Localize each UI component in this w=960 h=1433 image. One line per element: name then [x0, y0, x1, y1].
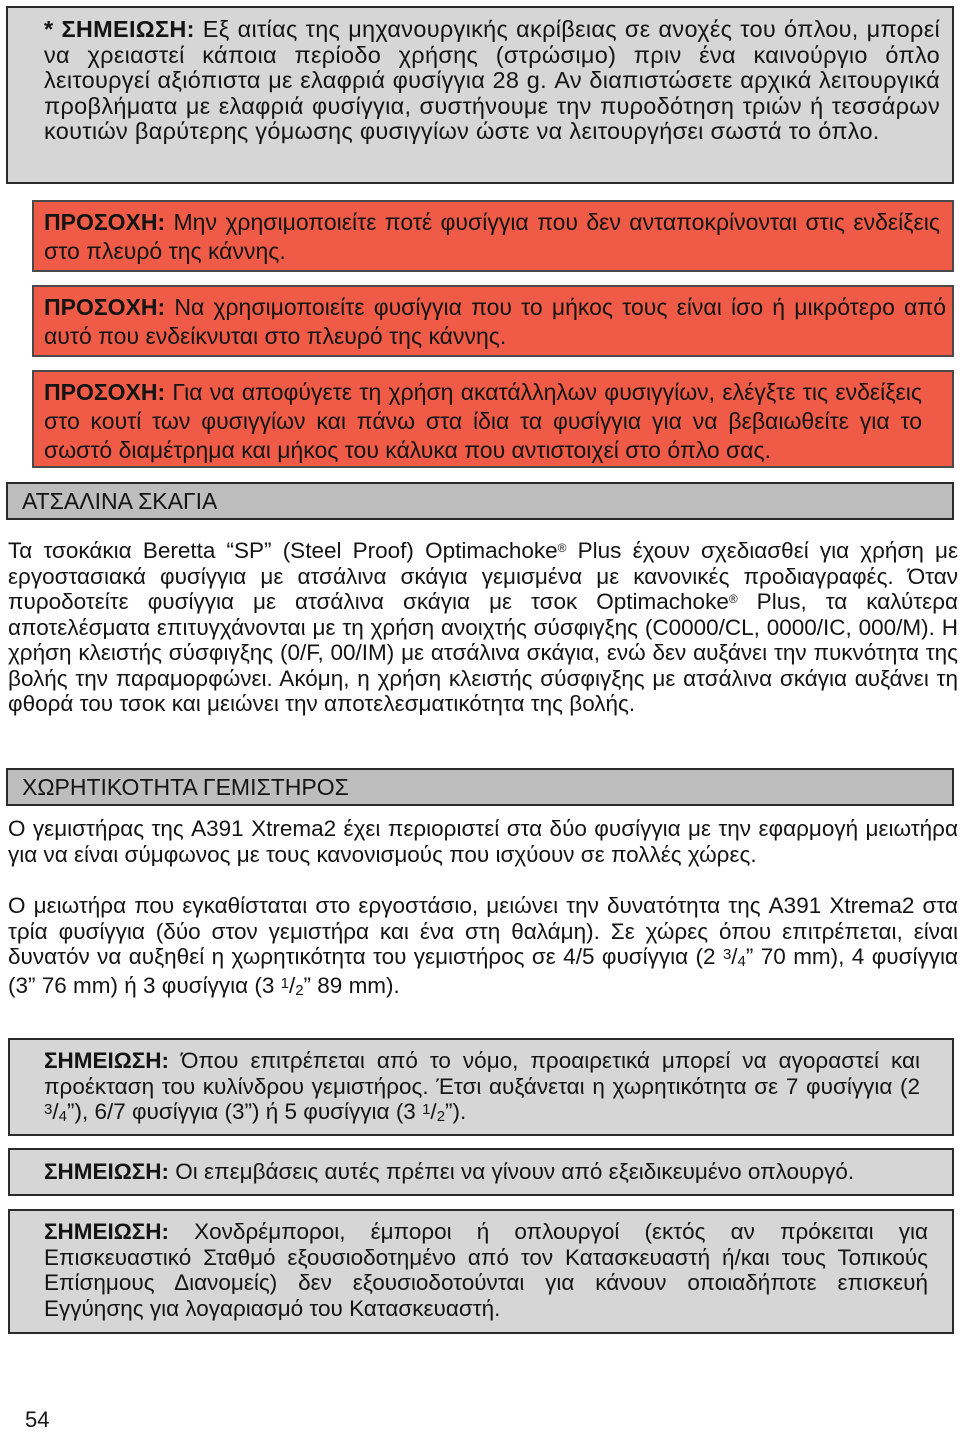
note-label: ΣΗΜΕΙΩΣΗ: [44, 1159, 170, 1184]
section-heading-steel-shot: ΑΤΣΑΛΙΝΑ ΣΚΑΓΙΑ [6, 482, 954, 520]
note-box-3 [8, 1209, 954, 1334]
registered-mark: ® [557, 541, 567, 555]
warning-box-2 [32, 285, 954, 357]
note-box-2 [8, 1148, 954, 1196]
warning-text: ΠΡΟΣΟΧΗ: Μην χρησιμοποιείτε ποτέ φυσίγγια που δεν ανταποκρίνονται στις ενδείξεις στο πλευρό της κάννης. [44, 209, 940, 264]
registered-mark: ® [728, 592, 738, 606]
warning-label: ΠΡΟΣΟΧΗ: [44, 209, 166, 235]
warning-text: ΠΡΟΣΟΧΗ: Για να αποφύγετε τη χρήση ακατάλληλων φυσιγγίων, ελέγξτε τις ενδείξεις στο κουτί των φυσιγγίων και πάνω στα ίδια τα φυσίγγια για να βεβαιωθείτε για το σωστό διαμέτρημα και μήκος του κάλυκα που αντιστοιχεί στο όπλο σας. [44, 379, 922, 463]
note-text: ΣΗΜΕΙΩΣΗ: Χονδρέμποροι, έμποροι ή οπλουργοί (εκτός αν πρόκειται για Επισκευαστικό Σταθμό εξουσιοδοτημένο από τον Κατασκευαστή ή/και τους Τοπικούς Επίσημους Διανομείς) δεν εξουσιοδοτούνται για κάνουν οποιαδήποτε επισκευή Εγγύησης για λογαριασμό του Κατασκευαστή. [44, 1219, 928, 1321]
note-text: ΣΗΜΕΙΩΣΗ: Όπου επιτρέπεται από το νόμο, προαιρετικά μπορεί να αγοραστεί και προέκταση του κυλίνδρου γεμιστήρος. Έτσι αυξάνεται η χωρητικότητα σε 7 φυσίγγια (2 $^3$/4”), 6/7 φυσίγγια (3”) ή 5 φυσίγγια (3 $^1$/2”). [44, 1048, 920, 1125]
note-label: ΣΗΜΕΙΩΣΗ: [44, 1219, 170, 1244]
section-heading-magazine-capacity: ΧΩΡΗΤΙΚΟΤΗΤΑ ΓΕΜΙΣΤΗΡΟΣ [6, 768, 954, 806]
warning-label: ΠΡΟΣΟΧΗ: [44, 379, 166, 405]
magazine-paragraph-2: Ο μειωτήρα που εγκαθίσταται στο εργοστάσιο, μειώνει την δυνατότητα της A391 Xtrema2 στα τρία φυσίγγια (δύο στον γεμιστήρα και ένα στη θαλάμη). Σε χώρες όπου επιτρέπεται, είναι δυνατόν να αυξηθεί η χωρητικότητα του γεμιστήρος σε 4/5 φυσίγγια (2 $^3$/4” 70 mm), 4 φυσίγγια (3” 76 mm) ή 3 φυσίγγια (3 $^1$/2” 89 mm). [8, 893, 958, 999]
page-number: 54 [25, 1407, 50, 1432]
note-box-1 [8, 1038, 954, 1136]
warning-box-3 [32, 370, 954, 468]
steel-shot-paragraph: Τα τσοκάκια Beretta “SP” (Steel Proof) Optimachoke® Plus έχουν σχεδιασθεί για χρήση με εργοστασιακά φυσίγγια με ατσάλινα σκάγια γεμισμένα με κανονικές προδιαγραφές. Όταν πυροδοτείτε φυσίγγια με ατσάλινα σκάγια με τσοκ Optimachoke® Plus, τα καλύτερα αποτελέσματα επιτυγχάνονται με τη χρήση ανοιχτής σύσφιγξης (C0000/CL, 0000/IC, 000/M). Η χρήση κλειστής σύσφιγξης (0/F, 00/IM) με ατσάλινα σκάγια, ενώ δεν αυξάνει την πυκνότητα της βολής την παραμορφώνει. Ακόμη, η χρήση κλειστής σύσφιγξης με ατσάλινα σκάγια αυξάνει τη φθορά του τσοκ και μειώνει την αποτελεσματικότητα της βολής. [8, 538, 958, 716]
note-label: ΣΗΜΕΙΩΣΗ: [44, 1048, 170, 1073]
top-note-box [6, 6, 954, 184]
top-note-text: * ΣΗΜΕΙΩΣΗ: Εξ αιτίας της μηχανουργικής ακρίβειας σε ανοχές του όπλου, μπορεί να χρειαστεί κάποια περίοδο χρήσης (στρώσιμο) πριν ένα καινούργιο όπλο λειτουργεί αξιόπιστα με ελαφριά φυσίγγια 28 g. Αν διαπιστώσετε αρχικά λειτουργικά προβλήματα με ελαφριά φυσίγγια, συστήνουμε την πυροδότηση τριών ή τεσσάρων κουτιών βαρύτερης γόμωσης φυσιγγίων ώστε να λειτουργήσει σωστά το όπλο. [44, 16, 940, 144]
warning-text: ΠΡΟΣΟΧΗ: Να χρησιμοποιείτε φυσίγγια που το μήκος τους είναι ίσο ή μικρότερο από αυτό που ενδείκνυται στο πλευρό της κάννης. [44, 294, 946, 349]
magazine-paragraph-1: Ο γεμιστήρας της A391 Xtrema2 έχει περιοριστεί στα δύο φυσίγγια με την εφαρμογή μειωτήρα για να είναι σύμφωνος με τους κανονισμούς που ισχύουν σε πολλές χώρες. [8, 816, 958, 867]
note-label: * ΣΗΜΕΙΩΣΗ: [44, 16, 195, 42]
warning-label: ΠΡΟΣΟΧΗ: [44, 294, 166, 320]
note-text: ΣΗΜΕΙΩΣΗ: Οι επεμβάσεις αυτές πρέπει να γίνουν από εξειδικευμένο οπλουργό. [44, 1159, 855, 1184]
warning-box-1 [32, 200, 954, 272]
